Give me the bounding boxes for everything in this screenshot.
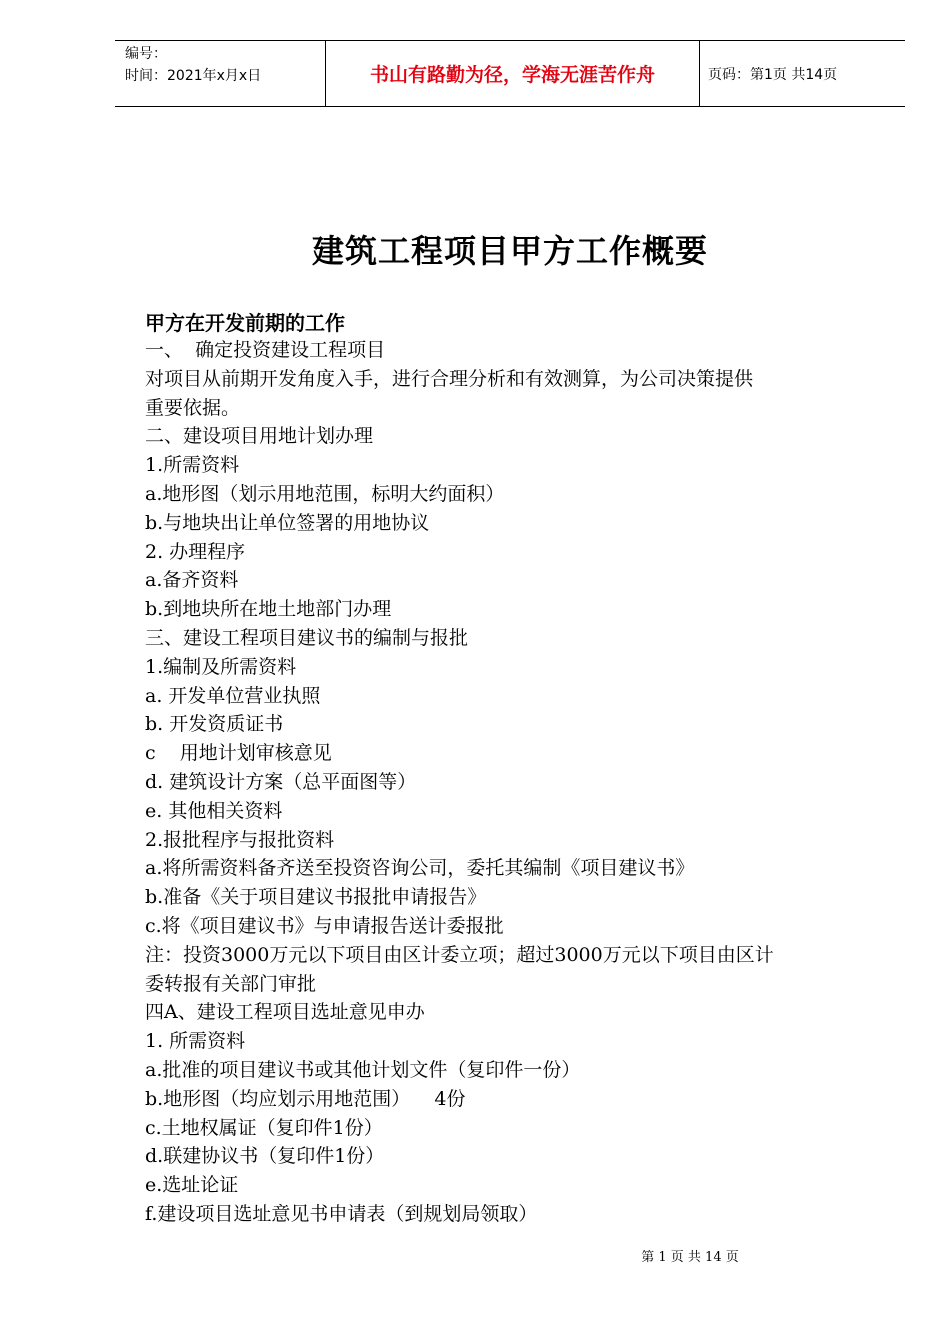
body-line: b.与地块出让单位签署的用地协议: [145, 511, 430, 534]
body-line: a.批准的项目建议书或其他计划文件（复印件一份）: [145, 1058, 581, 1081]
motto-text: 书山有路勤为径，学海无涯苦作舟: [369, 64, 655, 86]
body-line: 2. 办理程序: [145, 540, 246, 563]
body-line: a. 开发单位营业执照: [145, 684, 321, 707]
header-page-cell: [700, 41, 906, 107]
body-line: 1.编制及所需资料: [145, 655, 297, 678]
body-line: 1. 所需资料: [145, 1030, 246, 1053]
page-footer: 第 1 页 共 14 页: [641, 1250, 739, 1265]
body-line: 三、建设工程项目建议书的编制与报批: [145, 626, 469, 649]
body-line: a.地形图（划示用地范围，标明大约面积）: [145, 482, 505, 505]
page-header: [115, 40, 905, 107]
time-label: 时间：2021年x月x日: [125, 68, 262, 84]
header-motto-cell: [326, 41, 700, 107]
body-line: 注：投资3000万元以下项目由区计委立项；超过3000万元以下项目由区计: [145, 943, 774, 966]
body-line: b.准备《关于项目建议书报批申请报告》: [145, 886, 487, 909]
body-line: b. 开发资质证书: [145, 713, 284, 736]
body-line: c.将《项目建议书》与申请报告送计委报批: [145, 914, 504, 937]
body-line: d.联建协议书（复印件1份）: [145, 1145, 385, 1168]
body-line: 对项目从前期开发角度入手，进行合理分析和有效测算，为公司决策提供: [145, 367, 754, 390]
document-title: 建筑工程项目甲方工作概要: [311, 232, 708, 270]
header-meta-cell: [115, 41, 326, 107]
body-line: e.选址论证: [145, 1174, 239, 1197]
body-line: a.将所需资料备齐送至投资咨询公司，委托其编制《项目建议书》: [145, 857, 695, 880]
body-line: 一、 确定投资建设工程项目: [145, 339, 386, 361]
body-line: d. 建筑设计方案（总平面图等）: [145, 770, 417, 793]
page-info-text: 页码：第1页 共14页: [708, 66, 838, 83]
document-body: [145, 336, 885, 1229]
number-label: 编号：: [125, 46, 167, 62]
body-line: f.建设项目选址意见书申请表（到规划局领取）: [145, 1202, 538, 1225]
body-line: 1.所需资料: [145, 454, 240, 477]
body-line: 委转报有关部门审批: [145, 972, 317, 995]
body-line: c 用地计划审核意见: [145, 742, 332, 765]
body-line: a.备齐资料: [145, 569, 239, 592]
body-line: e. 其他相关资料: [145, 799, 283, 822]
body-line: 四A、建设工程项目选址意见申办: [145, 1001, 425, 1024]
body-line: b.地形图（均应划示用地范围） 4份: [145, 1087, 466, 1110]
body-line: 2.报批程序与报批资料: [145, 828, 335, 851]
body-line: c.土地权属证（复印件1份）: [145, 1116, 383, 1139]
body-line: 重要依据。: [145, 396, 241, 419]
body-line: 二、建设项目用地计划办理: [145, 425, 374, 448]
section-heading: 甲方在开发前期的工作: [145, 311, 345, 335]
body-line: b.到地块所在地土地部门办理: [145, 598, 392, 621]
